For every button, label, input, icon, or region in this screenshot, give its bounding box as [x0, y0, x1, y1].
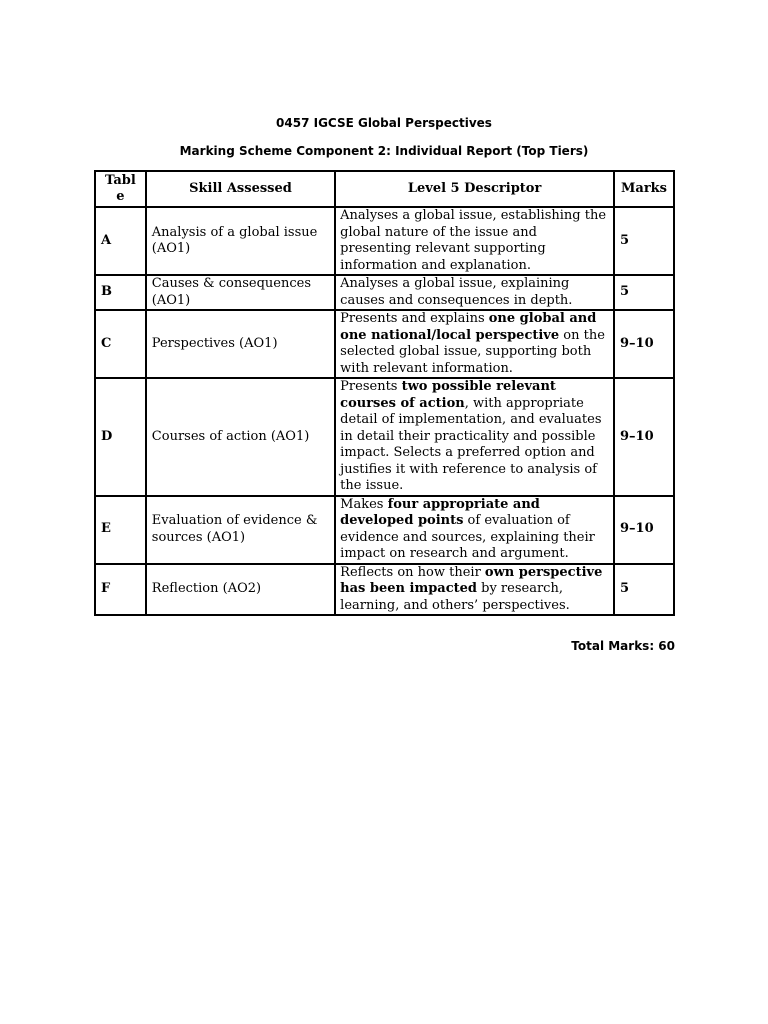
table-header-row — [95, 171, 674, 207]
descriptor-text: by research, learning, and others’ perspectives. — [340, 581, 570, 613]
descriptor-text: Makes — [340, 496, 388, 512]
row-code: E — [95, 496, 146, 564]
descriptor-text: Presents and explains — [340, 311, 489, 326]
row-skill: Perspectives (AO1) — [146, 310, 335, 378]
document-subtitle: Marking Scheme Component 2: Individual Report (Top Tiers) — [179, 144, 589, 158]
descriptor-bold-text: four appropriate and developed points — [340, 496, 540, 528]
row-descriptor — [335, 496, 614, 564]
header-marks: Marks — [614, 171, 674, 207]
descriptor-bold-text: own perspective has been impacted — [340, 564, 603, 596]
header-level-5-descriptor: Level 5 Descriptor — [335, 171, 614, 207]
row-descriptor — [335, 378, 614, 496]
row-skill: Courses of action (AO1) — [146, 378, 335, 496]
row-code: F — [95, 564, 146, 616]
row-marks: 5 — [614, 564, 674, 616]
descriptor-text: Presents — [340, 379, 402, 394]
descriptor-text: Analyses a global issue, establishing the global nature of the issue and presenting relevant supporting information and explanation. — [340, 208, 607, 273]
row-code: D — [95, 378, 146, 496]
row-descriptor — [335, 310, 614, 378]
row-skill: Analysis of a global issue (AO1) — [146, 207, 335, 275]
descriptor-text: on the selected global issue, supporting both with relevant information. — [340, 327, 605, 376]
total-marks: Total Marks: 60 — [571, 639, 675, 653]
document-title: 0457 IGCSE Global Perspectives — [276, 116, 492, 130]
descriptor-text: Reflects on how their — [340, 564, 485, 580]
row-code: C — [95, 310, 146, 378]
descriptor-text: , with appropriate detail of implementation, and evaluates in detail their practicality and possible impact. Selects a preferred option and justifies it with reference to analysis of the issue. — [340, 395, 602, 493]
header-table: Table — [95, 171, 146, 207]
row-marks: 5 — [614, 275, 674, 310]
descriptor-bold-text: two possible relevant courses of action — [340, 379, 556, 411]
table-row — [95, 207, 674, 275]
marking-scheme-table — [94, 170, 675, 616]
row-marks: 5 — [614, 207, 674, 275]
row-descriptor — [335, 275, 614, 310]
table-row — [95, 310, 674, 378]
header-skill-assessed: Skill Assessed — [146, 171, 335, 207]
row-marks: 9–10 — [614, 496, 674, 564]
descriptor-text: of evaluation of evidence and sources, explaining their impact on research and argument. — [340, 513, 595, 561]
descriptor-bold-text: one global and one national/local perspective — [340, 311, 597, 343]
row-code: B — [95, 275, 146, 310]
table-row — [95, 564, 674, 616]
table-row — [95, 275, 674, 310]
table-row — [95, 378, 674, 496]
row-marks: 9–10 — [614, 378, 674, 496]
row-descriptor — [335, 564, 614, 616]
descriptor-text: Analyses a global issue, explaining causes and consequences in depth. — [340, 276, 573, 308]
table-row — [95, 496, 674, 564]
row-skill: Causes & consequences (AO1) — [146, 275, 335, 310]
row-skill: Reflection (AO2) — [146, 564, 335, 616]
row-marks: 9–10 — [614, 310, 674, 378]
row-descriptor — [335, 207, 614, 275]
row-code: A — [95, 207, 146, 275]
row-skill: Evaluation of evidence & sources (AO1) — [146, 496, 335, 564]
